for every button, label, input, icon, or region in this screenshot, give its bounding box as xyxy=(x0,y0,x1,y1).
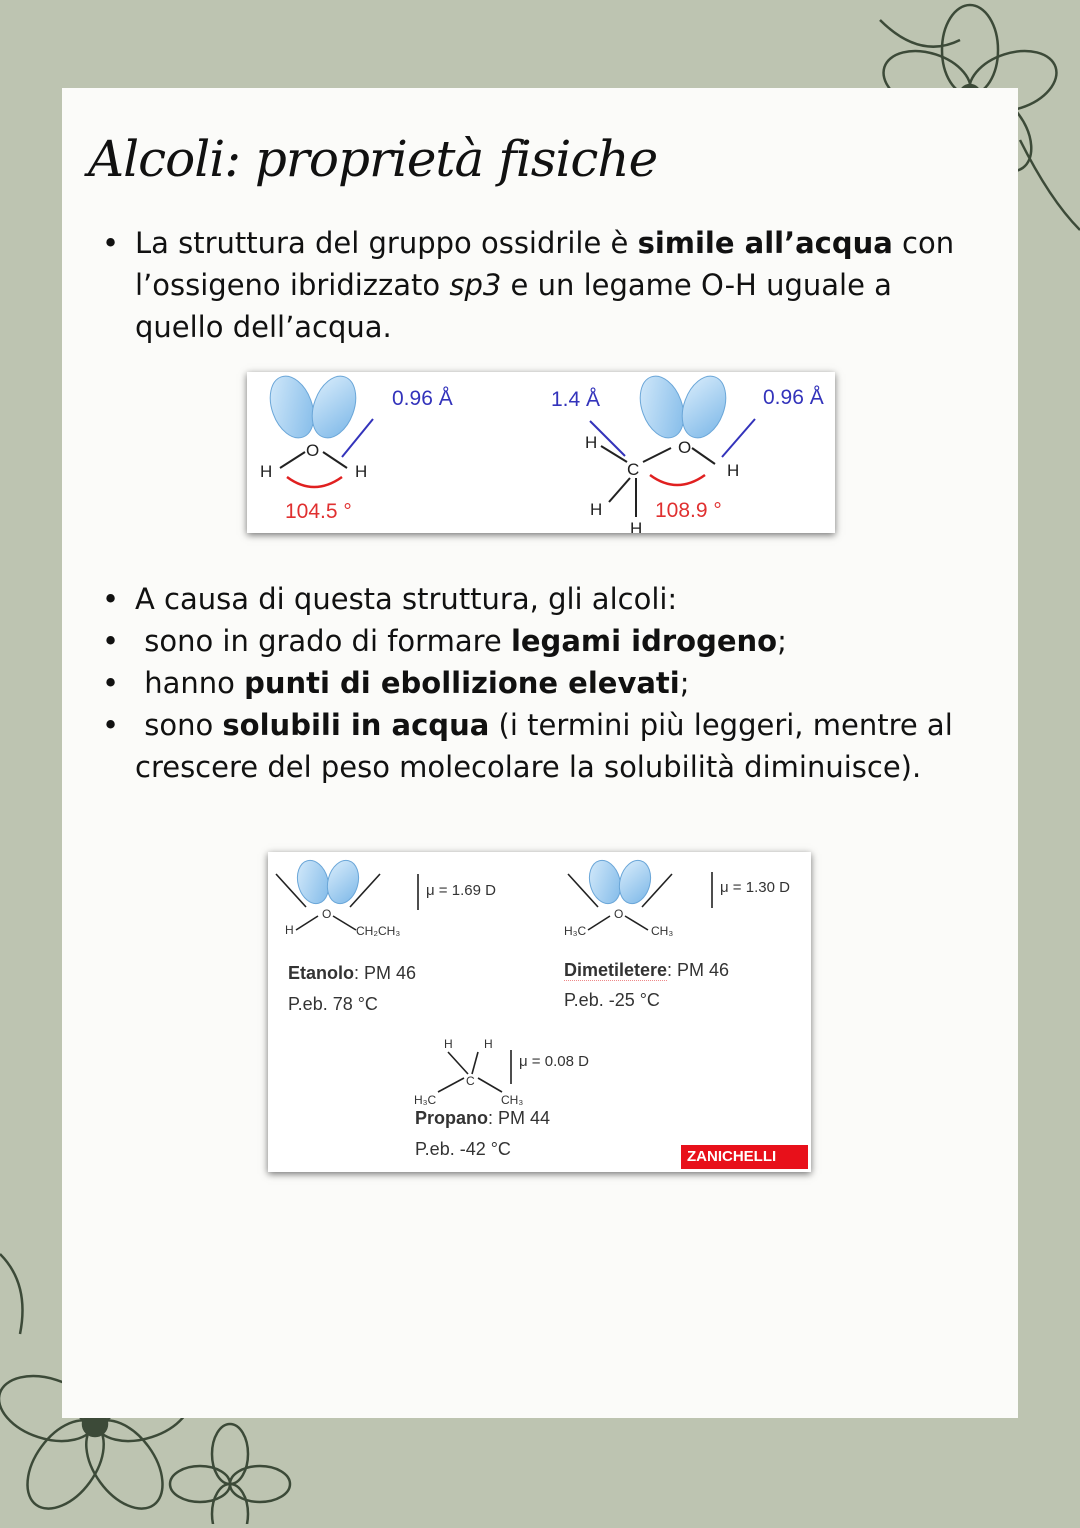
atom-label: H xyxy=(260,462,273,481)
dimetiletere-label xyxy=(564,960,729,981)
etanolo-label xyxy=(288,963,416,984)
bullet-item xyxy=(100,620,960,662)
molar-mass: : PM 46 xyxy=(354,963,417,983)
publisher-logo: ZANICHELLI xyxy=(681,1145,808,1169)
compound-name: Propano xyxy=(415,1108,489,1128)
text: e un legame O-H uguale a quello dell’acqua. xyxy=(135,268,892,344)
page-title: Alcoli: proprietà fisiche xyxy=(88,130,658,188)
molar-mass: : PM 46 xyxy=(667,960,730,980)
propano-boiling-point: P.eb. -42 °C xyxy=(415,1139,511,1159)
text: ; xyxy=(679,666,690,700)
molar-mass: : PM 44 xyxy=(488,1108,551,1128)
svg-text:H: H xyxy=(444,1037,453,1051)
paragraph-structure xyxy=(100,222,960,348)
dipole-moment-label: μ = 0.08 D xyxy=(519,1053,589,1070)
text: (i termini più leggeri, mentre al crescere del peso molecolare la solubilità diminuisce). xyxy=(135,708,953,784)
text: A causa di questa struttura, gli alcoli: xyxy=(135,582,678,616)
svg-text:C: C xyxy=(466,1074,475,1088)
dipole-moment-label: μ = 1.69 D xyxy=(426,882,496,899)
group-label: H₃C xyxy=(414,1093,437,1107)
bond-length-label: 0.96 Å xyxy=(763,386,824,409)
text: hanno xyxy=(144,666,245,700)
atom-label: H xyxy=(727,461,740,480)
bullet-item xyxy=(100,222,960,348)
text: La struttura del gruppo ossidrile è xyxy=(135,226,638,260)
group-label: H xyxy=(285,923,294,937)
list-properties xyxy=(100,578,960,788)
bold-text: punti di ebollizione elevati xyxy=(244,666,680,700)
bullet-item xyxy=(100,704,960,788)
compound-name: Etanolo xyxy=(288,963,354,983)
bullet-item xyxy=(100,578,960,620)
group-label: CH₃ xyxy=(651,924,674,938)
molecule-diagram xyxy=(247,372,835,533)
bold-text: legami idrogeno xyxy=(510,624,778,658)
compound-name: Dimetiletere xyxy=(564,960,668,980)
text: sono in grado di formare xyxy=(144,624,511,658)
propano-label xyxy=(415,1108,550,1129)
bond-length-label: 0.96 Å xyxy=(392,387,453,410)
group-label: CH₂CH₃ xyxy=(356,924,401,938)
figure-dipole-comparison xyxy=(268,852,811,1172)
atom-label: H xyxy=(630,519,643,533)
etanolo-boiling-point: P.eb. 78 °C xyxy=(288,994,378,1014)
atom-label: H xyxy=(585,433,598,452)
group-label: H₃C xyxy=(564,924,587,938)
text: con l’ossigeno ibridizzato xyxy=(135,226,955,302)
bond-angle-label: 108.9 ° xyxy=(655,499,722,522)
bond-length-label: 1.4 Å xyxy=(551,388,601,411)
atom-label: O xyxy=(678,438,692,457)
bullet-item xyxy=(100,662,960,704)
dipole-moment-label: μ = 1.30 D xyxy=(720,879,790,896)
atom-label: C xyxy=(627,460,640,479)
bond-angle-label: 104.5 ° xyxy=(285,500,352,523)
dimetiletere-boiling-point: P.eb. -25 °C xyxy=(564,990,660,1010)
svg-text:O: O xyxy=(614,907,624,921)
italic-text: sp3 xyxy=(449,268,502,302)
bold-text: solubili in acqua xyxy=(222,708,490,742)
atom-label: H xyxy=(355,462,368,481)
svg-text:H: H xyxy=(484,1037,493,1051)
bold-text: simile all’acqua xyxy=(637,226,893,260)
atom-label: H xyxy=(590,500,603,519)
text: ; xyxy=(777,624,787,658)
text: sono xyxy=(144,708,223,742)
group-label: CH₃ xyxy=(501,1093,524,1107)
atom-label: O xyxy=(306,441,320,460)
svg-text:O: O xyxy=(322,907,332,921)
figure-water-methanol xyxy=(247,372,835,533)
